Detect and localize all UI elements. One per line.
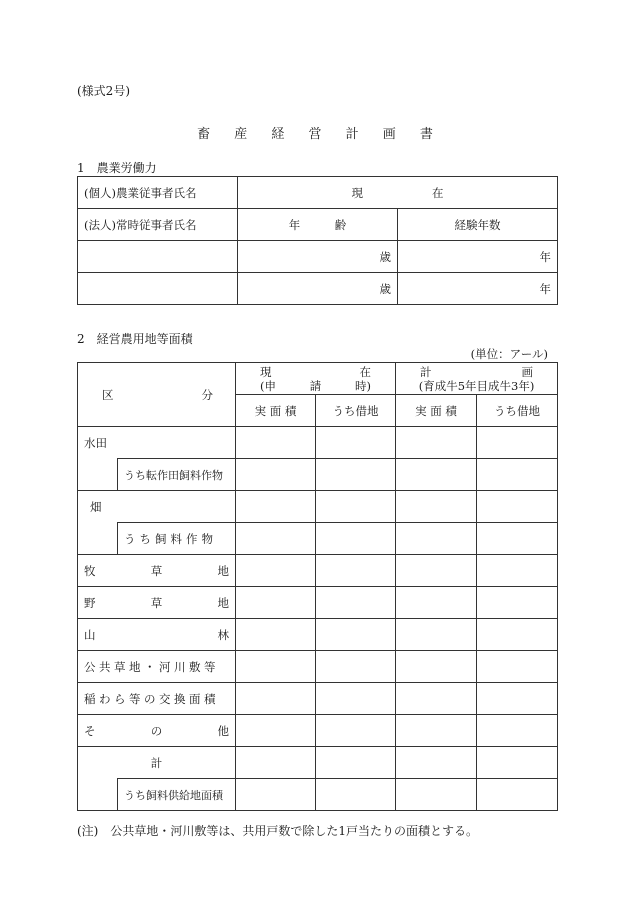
table-row bbox=[78, 715, 558, 747]
age-cell[interactable] bbox=[238, 241, 398, 273]
cell[interactable] bbox=[396, 715, 477, 747]
table-row bbox=[78, 363, 558, 395]
cell[interactable] bbox=[236, 651, 316, 683]
table-row bbox=[78, 241, 558, 273]
land-area-table bbox=[77, 362, 558, 811]
year-unit: 年 bbox=[539, 281, 551, 296]
straw-exchange-label: 稲わら等の交換面積 bbox=[78, 683, 236, 715]
unit-label: (単位：アール) bbox=[470, 347, 548, 361]
plan-borrowed-header: うち借地 bbox=[477, 395, 558, 427]
plan-header: 計 画 (育成牛5年目成牛3年) bbox=[396, 363, 558, 395]
cell[interactable] bbox=[396, 459, 477, 491]
cell[interactable] bbox=[316, 619, 396, 651]
cell[interactable] bbox=[477, 491, 558, 523]
cell[interactable] bbox=[477, 747, 558, 779]
forest-label: 山 林 bbox=[78, 619, 236, 651]
age-unit: 歳 bbox=[379, 249, 391, 264]
public-grassland-label: 公共草地・河川敷等 bbox=[78, 651, 236, 683]
plan-actual-header: 実 面 積 bbox=[396, 395, 477, 427]
cell[interactable] bbox=[477, 683, 558, 715]
age-cell[interactable] bbox=[238, 273, 398, 305]
cell[interactable] bbox=[236, 747, 316, 779]
current-header: 現 在 bbox=[238, 177, 558, 209]
age-unit: 歳 bbox=[379, 281, 391, 296]
cell[interactable] bbox=[236, 715, 316, 747]
indent-cell bbox=[78, 779, 118, 811]
section1-heading: 1 農業労働力 bbox=[77, 161, 157, 175]
labor-table bbox=[77, 176, 558, 305]
table-row bbox=[78, 619, 558, 651]
age-header: 年 齢 bbox=[238, 209, 398, 241]
footnote: (注) 公共草地・河川敷等は、共用戸数で除した1戸当たりの面積とする。 bbox=[77, 824, 479, 838]
table-row bbox=[78, 491, 558, 523]
indent-cell bbox=[78, 459, 118, 491]
other-label: そ の 他 bbox=[78, 715, 236, 747]
cell[interactable] bbox=[236, 779, 316, 811]
cell[interactable] bbox=[477, 779, 558, 811]
table-row bbox=[78, 555, 558, 587]
cell[interactable] bbox=[396, 491, 477, 523]
paddy-label: 水田 bbox=[78, 427, 236, 459]
section2-heading: 2 経営農用地等面積 bbox=[77, 332, 193, 346]
cell[interactable] bbox=[316, 555, 396, 587]
cell[interactable] bbox=[396, 779, 477, 811]
current-actual-header: 実 面 積 bbox=[236, 395, 316, 427]
cell[interactable] bbox=[236, 587, 316, 619]
cell[interactable] bbox=[396, 555, 477, 587]
individual-label: (個人)農業従事者氏名 bbox=[78, 177, 238, 209]
cell[interactable] bbox=[396, 523, 477, 555]
cell[interactable] bbox=[396, 619, 477, 651]
cell[interactable] bbox=[316, 651, 396, 683]
year-unit: 年 bbox=[539, 249, 551, 264]
cell[interactable] bbox=[236, 555, 316, 587]
experience-cell[interactable] bbox=[398, 273, 558, 305]
field-label: 畑 bbox=[78, 491, 236, 523]
table-row bbox=[78, 683, 558, 715]
table-row bbox=[78, 587, 558, 619]
cell[interactable] bbox=[316, 523, 396, 555]
paddy-sub-label: うち転作田飼料作物 bbox=[118, 459, 236, 491]
corporate-label: (法人)常時従事者氏名 bbox=[78, 209, 238, 241]
cell[interactable] bbox=[236, 427, 316, 459]
total-sub-label: うち飼料供給地面積 bbox=[118, 779, 236, 811]
field-sub-label: うち飼料作物 bbox=[118, 523, 236, 555]
cell[interactable] bbox=[316, 587, 396, 619]
table-row bbox=[78, 779, 558, 811]
table-row bbox=[78, 747, 558, 779]
experience-cell[interactable] bbox=[398, 241, 558, 273]
cell[interactable] bbox=[236, 683, 316, 715]
table-row bbox=[78, 427, 558, 459]
table-row bbox=[78, 651, 558, 683]
cell[interactable] bbox=[396, 651, 477, 683]
table-row bbox=[78, 177, 558, 209]
cell[interactable] bbox=[477, 619, 558, 651]
pasture-label: 牧 草 地 bbox=[78, 555, 236, 587]
cell[interactable] bbox=[316, 491, 396, 523]
cell[interactable] bbox=[396, 747, 477, 779]
cell[interactable] bbox=[477, 427, 558, 459]
cell[interactable] bbox=[477, 523, 558, 555]
cell[interactable] bbox=[316, 747, 396, 779]
cell[interactable] bbox=[316, 683, 396, 715]
cell[interactable] bbox=[316, 459, 396, 491]
current-header: 現 在 (申 請 時) bbox=[236, 363, 396, 395]
cell[interactable] bbox=[477, 587, 558, 619]
cell[interactable] bbox=[477, 715, 558, 747]
cell[interactable] bbox=[236, 491, 316, 523]
name-cell[interactable] bbox=[78, 241, 238, 273]
cell[interactable] bbox=[477, 651, 558, 683]
table-row bbox=[78, 523, 558, 555]
cell[interactable] bbox=[396, 683, 477, 715]
cell[interactable] bbox=[316, 779, 396, 811]
document-title: 畜 産 経 営 計 画 書 bbox=[197, 127, 443, 142]
total-label: 計 bbox=[78, 747, 236, 779]
cell[interactable] bbox=[316, 715, 396, 747]
cell[interactable] bbox=[236, 523, 316, 555]
table-row bbox=[78, 209, 558, 241]
name-cell[interactable] bbox=[78, 273, 238, 305]
category-header: 区 分 bbox=[78, 363, 236, 427]
table-row bbox=[78, 459, 558, 491]
cell[interactable] bbox=[396, 587, 477, 619]
cell[interactable] bbox=[477, 459, 558, 491]
table-row bbox=[78, 273, 558, 305]
form-number: (様式2号) bbox=[77, 84, 130, 98]
cell[interactable] bbox=[316, 427, 396, 459]
indent-cell bbox=[78, 523, 118, 555]
wild-grass-label: 野 草 地 bbox=[78, 587, 236, 619]
cell[interactable] bbox=[396, 427, 477, 459]
current-borrowed-header: うち借地 bbox=[316, 395, 396, 427]
cell[interactable] bbox=[477, 555, 558, 587]
cell[interactable] bbox=[236, 459, 316, 491]
cell[interactable] bbox=[236, 619, 316, 651]
experience-header: 経験年数 bbox=[398, 209, 558, 241]
